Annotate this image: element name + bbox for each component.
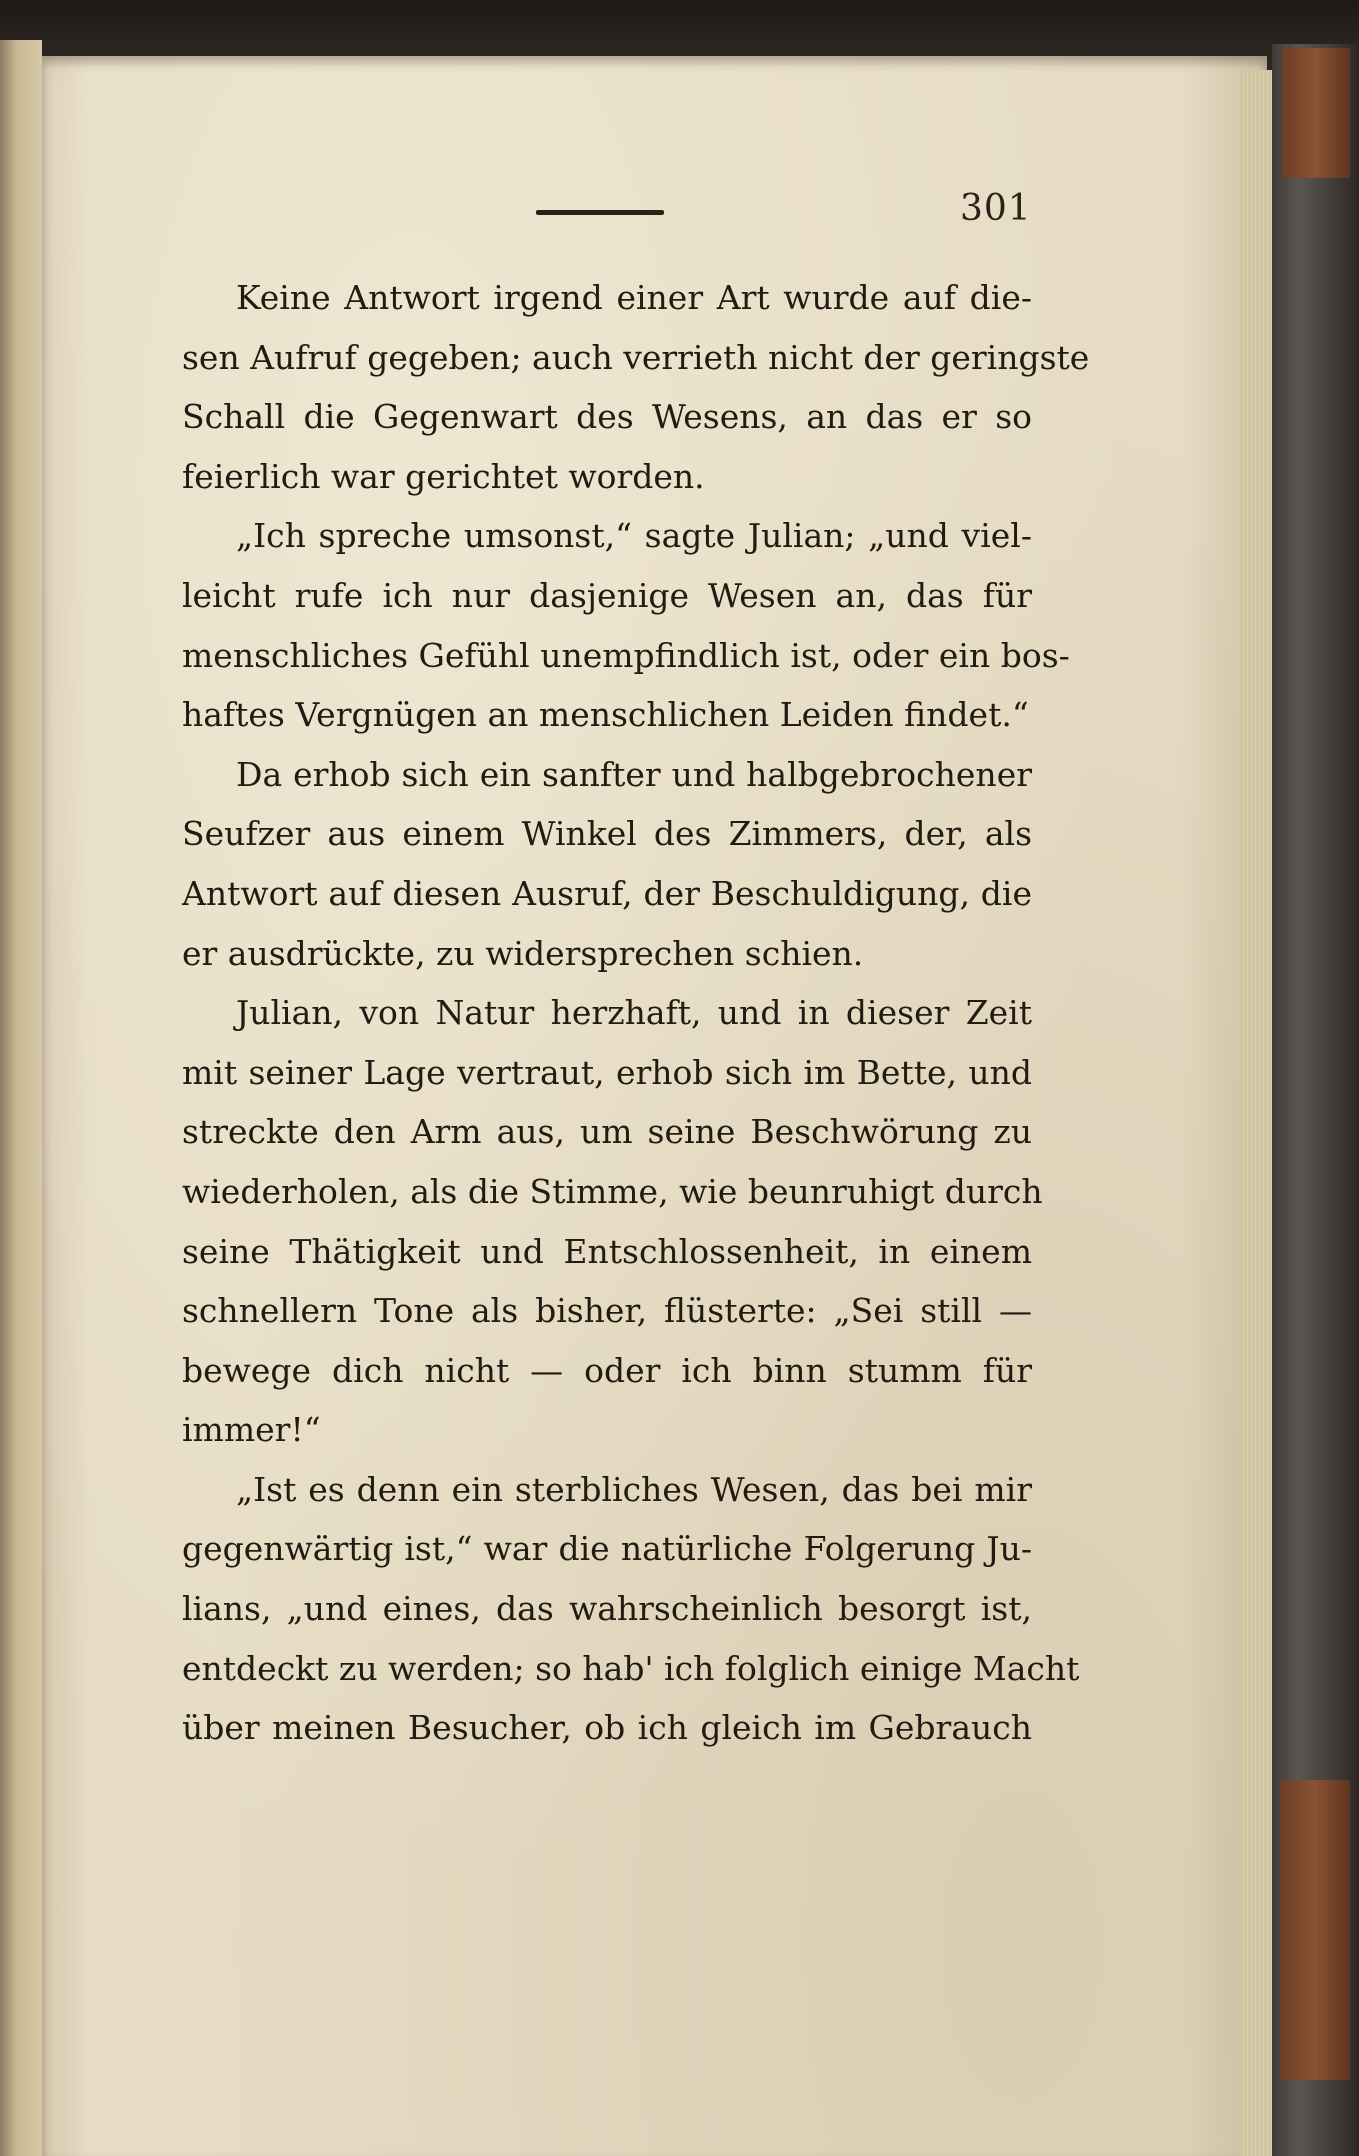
body-text (182, 268, 1090, 1758)
text-line: streckte den Arm aus, um seine Beschwörung zu (182, 1112, 1032, 1152)
text-line: gegenwärtig ist,“ war die natürliche Folgerung Ju- (182, 1529, 1032, 1569)
text-line: schnellern Tone als bisher, flüsterte: „Sei still — (182, 1291, 1032, 1331)
text-line: „Ist es denn ein sterbliches Wesen, das bei mir (236, 1469, 1032, 1509)
text-line: immer!“ (182, 1410, 321, 1450)
text-line: Schall die Gegenwart des Wesens, an das er so (182, 397, 1032, 437)
text-line: leicht rufe ich nur dasjenige Wesen an, das für (182, 575, 1032, 615)
text-line: Julian, von Natur herzhaft, und in dieser Zeit (236, 993, 1032, 1033)
page-stack-edge (1240, 70, 1272, 2156)
cover-leather-corner-top (1282, 48, 1350, 178)
page-number: 301 (960, 188, 1032, 229)
text-line: Da erhob sich ein sanfter und halbgebrochener (236, 754, 1032, 794)
text-line: Keine Antwort irgend einer Art wurde auf die- (236, 278, 1032, 317)
text-line: seine Thätigkeit und Entschlossenheit, in einem (182, 1231, 1032, 1271)
text-line: lians, „und eines, das wahrscheinlich besorgt ist, (182, 1589, 1032, 1629)
text-line: Seufzer aus einem Winkel des Zimmers, der, als (182, 814, 1032, 854)
text-line: entdeckt zu werden; so hab' ich folglich einige Macht (182, 1648, 1080, 1688)
text-line: haftes Vergnügen an menschlichen Leiden findet.“ (182, 695, 1029, 735)
top-shadow (0, 0, 1359, 60)
text-line: er ausdrückte, zu widersprechen schien. (182, 933, 864, 973)
text-line: bewege dich nicht — oder ich binn stumm für (182, 1350, 1032, 1390)
header-rule (536, 210, 664, 215)
text-line: wiederholen, als die Stimme, wie beunruhigt durch (182, 1171, 1043, 1211)
cover-leather-corner-bottom (1280, 1780, 1350, 2080)
text-line: Antwort auf diesen Ausruf, der Beschuldigung, die (182, 873, 1032, 913)
text-line: feierlich war gerichtet worden. (182, 456, 705, 496)
text-line: über meinen Besucher, ob ich gleich im Gebrauch (182, 1708, 1032, 1748)
text-line: menschliches Gefühl unempfindlich ist, oder ein bos- (182, 635, 1070, 675)
text-line: sen Aufruf gegeben; auch verrieth nicht der geringste (182, 337, 1090, 377)
text-line: mit seiner Lage vertraut, erhob sich im Bette, und (182, 1052, 1032, 1092)
facing-page-edge (0, 40, 42, 2156)
text-line: „Ich spreche umsonst,“ sagte Julian; „und viel- (236, 516, 1032, 556)
